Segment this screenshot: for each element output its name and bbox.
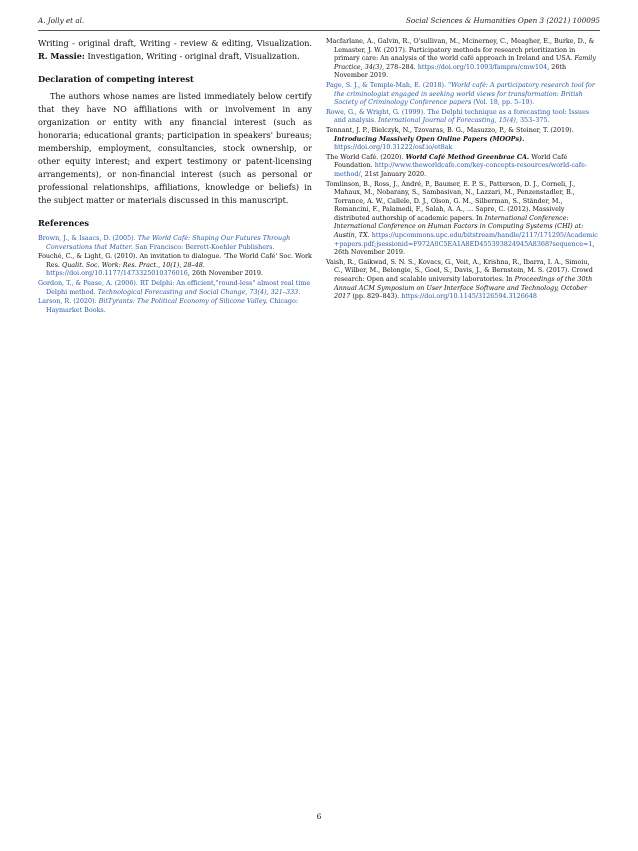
reference-fouche: [38, 252, 312, 278]
ref-pages[interactable]: (Vol. 18, pp. 5–19).: [473, 98, 535, 107]
ref-doi-link[interactable]: https://doi.org/10.31222/osf.io/et8ak: [334, 143, 453, 152]
ref-publisher[interactable]: San Francisco: Berrett-Koehler Publishers.: [135, 242, 275, 251]
declaration-text: The authors whose names are listed immediately below certify that they have NO affiliations with or involvement in any organization or entity with any financial interest (such as honoraria; educational grants; participation in speakers' bureaus; membership, employment, consultancies, stock ownership, or other equity interest; and expert testimony or patent-licensing arrangements), or non-financial interest (such as personal or professional relationships, affiliations, knowledge or beliefs) in the subject matter or materials discussed in this manuscript.: [38, 91, 312, 205]
ref-text: Fouché, C., & Light, G. (2010). An invitation to dialogue. 'The World Café' Soc. Work Res.: [38, 252, 312, 269]
ref-doi-link[interactable]: https://doi.org/10.1145/3126594.3126648: [401, 292, 537, 301]
ref-text: Macfarlane, A., Galvin, R., O'sullivan, M., Mcinerney, C., Meagher, E., Burke, D., & Lemaster, J. W. (2017). Participatory methods for research prioritization in primary care: An analysis of the world café approach in Ireland and USA.: [326, 37, 595, 63]
ref-title[interactable]: The World Café: Shaping Our Futures Through Conversations that Matter.: [46, 234, 291, 251]
reference-brown: [38, 234, 312, 251]
ref-url-link[interactable]: http://www.theworldcafe.com/key-concepts-resources/world-cafe-method/: [334, 161, 588, 178]
ref-url-link[interactable]: https://upcommons.upc.edu/bitstream/handle/2117/171295/Academic+papers.pdf;jsessionid=F972A0C5EA1A8ED455393824945A8368?sequence=1: [334, 231, 598, 248]
ref-journal: Qualit. Soc. Work: Res. Pract., 10(1), 28–48.: [61, 260, 205, 269]
ref-pages[interactable]: 353–375.: [519, 116, 550, 125]
credit-text-b: Investigation, Writing - original draft, Visualization.: [87, 51, 300, 61]
reference-larson: [38, 297, 312, 314]
header-rule: [38, 30, 600, 31]
ref-text: Tennant, J. P., Bielczyk, N., Tzovaras, B. G., Masuzzo, P., & Steiner, T. (2019).: [326, 125, 574, 134]
ref-doi-link[interactable]: https://doi.org/10.1177/1473325010376016: [46, 269, 188, 278]
ref-accessed: , 26th November 2019.: [187, 269, 263, 278]
reference-tomlinson: [326, 180, 600, 257]
reference-worldcafe: [326, 153, 600, 179]
right-column: [326, 37, 600, 302]
ref-accessed: , 21st January 2020.: [360, 169, 427, 178]
header-authors: A. Jolly et al.: [38, 16, 85, 25]
ref-pages: 278–284.: [386, 62, 416, 71]
credit-statement: [38, 37, 312, 63]
ref-text: The World Café. (2020).: [326, 152, 404, 161]
ref-conference: International Conference: International Conference on Human Factors in Computing Systems (CHI) at: Austin, TX.: [334, 213, 584, 240]
header-journal: Social Sciences & Humanities Open 3 (2021) 100095: [406, 16, 600, 25]
ref-proceedings: Proceedings of the 30th Annual ACM Symposium on User Interface Software and Technology, October 2017: [334, 275, 593, 301]
ref-accessed: , 26th November 2019.: [334, 239, 595, 257]
reference-macfarlane: [326, 37, 600, 80]
references-heading: References: [38, 218, 90, 228]
ref-publisher: World Café Foundation.: [334, 152, 568, 170]
page-number: 6: [316, 812, 322, 821]
ref-title[interactable]: BitTyrants: The Political Economy of Silicone Valley.: [98, 297, 268, 306]
left-column: [38, 37, 312, 315]
reference-vaish: [326, 258, 600, 301]
ref-pages: (pp. 829–843).: [352, 292, 400, 301]
credit-text-a: Writing - original draft, Writing - review & editing, Visualization.: [38, 38, 312, 48]
ref-text[interactable]: Page, S. J., & Temple-Mah, E. (2018).: [326, 80, 447, 89]
ref-title: World Café Method Greenbrae CA.: [405, 152, 530, 161]
ref-text[interactable]: Gordon, T., & Pease, A. (2006). RT Delphi: An efficient,"round-less" almost real time Delphi method.: [38, 278, 311, 296]
ref-title: Introducing Massively Open Online Papers (MOOPs).: [334, 134, 525, 143]
reference-page: [326, 81, 600, 107]
declaration-heading: Declaration of competing interest: [38, 74, 194, 84]
reference-gordon: [38, 279, 312, 296]
ref-text[interactable]: Rowe, G., & Wright, G. (1999). The Delphi technique as a forecasting tool: Issues and analysis.: [326, 107, 590, 125]
ref-journal: Family Practice, 34(3),: [334, 54, 596, 71]
ref-doi-link[interactable]: https://doi.org/10.1093/fampra/cmw104: [417, 62, 548, 71]
ref-accessed: , 26th November 2019.: [334, 62, 567, 80]
reference-rowe: [326, 108, 600, 125]
ref-title[interactable]: "World café: A participatory research tool for the criminologist engaged in seeking world views for transformation: British Society of Criminology Conference papers: [334, 80, 595, 107]
ref-text[interactable]: Brown, J., & Isaacs, D. (2005).: [38, 234, 136, 242]
ref-text[interactable]: Larson, R. (2020).: [38, 297, 97, 306]
running-header: [38, 16, 600, 30]
ref-journal[interactable]: Technological Forecasting and Social Change, 73(4), 321–333.: [97, 287, 301, 296]
credit-author: R. Massie:: [38, 51, 85, 61]
ref-text: Tomlinson, B., Ross, J., André, P., Baumer, E. P. S., Patterson, D. J., Corneli, J., Mahaux, M., Nobarany, S., Sambasivan, N., Lazzari, M., Penzenstadler, B., Torrance, A. W., Callele, D. J., Olson, G. M., Silberman, S., Ständer, M., Romancini, F., Palamedi, F., Salah, A. A., … Sapre, C. (2012). Massively distributed authorship of academic papers. In: [326, 179, 576, 222]
ref-publisher[interactable]: Chicago: Haymarket Books.: [46, 297, 299, 314]
ref-journal[interactable]: International Journal of Forecasting, 15(4),: [378, 116, 518, 125]
ref-text: Vaish, R., Gaikwad, S. N. S., Kovacs, G., Veit, A., Krishna, R., Ibarra, I. A., Simoiu, C., Wilber, M., Belongie, S., Goel, S., Davis, J., & Bernstein, M. S. (2017). Crowd research: Open and scalable university laboratories. In: [326, 257, 593, 284]
reference-tennant: [326, 126, 600, 152]
